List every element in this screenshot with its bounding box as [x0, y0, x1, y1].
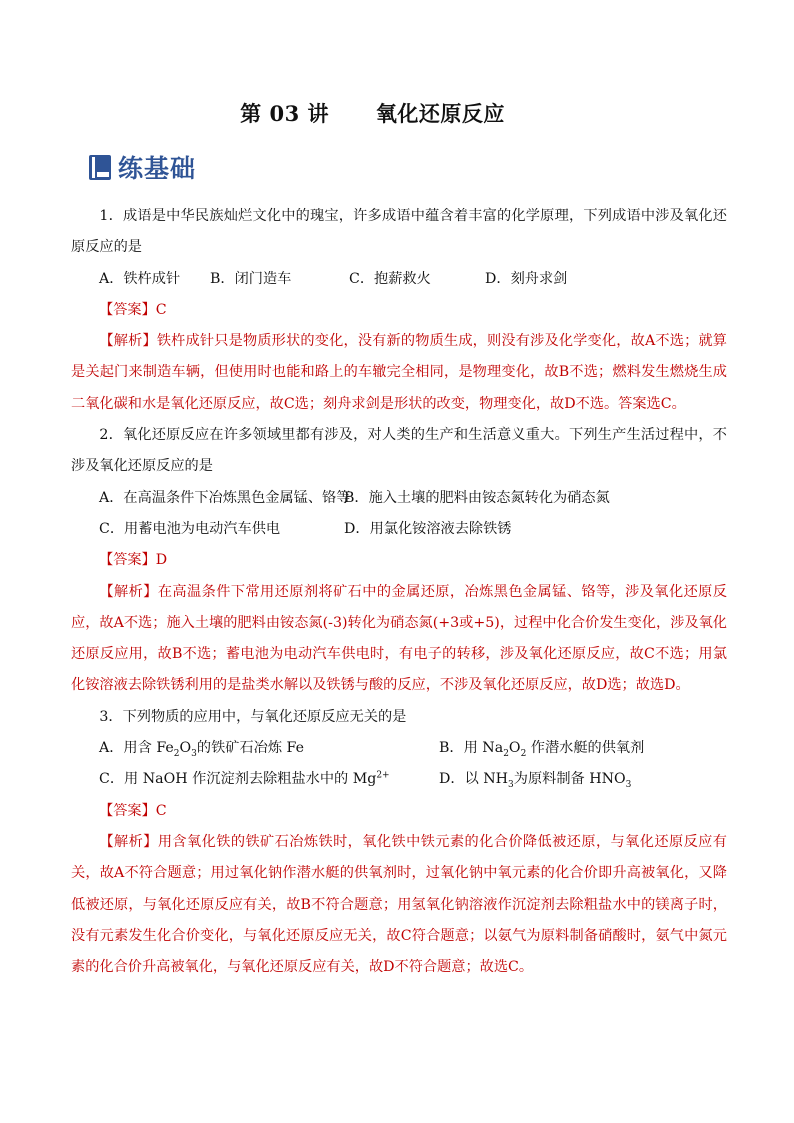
book-icon — [88, 154, 112, 181]
answer-value: D — [155, 552, 168, 569]
option-a: A．用含 $Fe_2O_3$的铁矿石冶炼 Fe — [99, 740, 305, 759]
option-d: D．用氯化铵溶液去除铁锈 — [344, 520, 512, 537]
question-stem: 2．氧化还原反应在许多领域里都有涉及，对人类的生产和生活意义重大。下列生产生活过程中，不涉及氧化还原反应的是 — [71, 427, 727, 475]
analysis-tag: 【解析】 — [99, 583, 158, 600]
question-list — [71, 201, 727, 983]
section-label: 练基础 — [118, 154, 197, 183]
option-row — [71, 264, 727, 295]
answer-line — [99, 295, 727, 326]
option-b: B．闭门造车 — [210, 270, 292, 287]
question-stem: 1．成语是中华民族灿烂文化中的瑰宝，许多成语中蕴含着丰富的化学原理，下列成语中涉及氧化还原反应的是 — [71, 208, 727, 256]
option-b: B．施入土壤的肥料由铵态氮转化为硝态氮 — [344, 489, 610, 506]
option-row — [71, 483, 727, 514]
analysis-text — [71, 577, 727, 702]
option-row — [71, 733, 727, 764]
analysis-text — [71, 326, 727, 420]
analysis-body: 用含氧化铁的铁矿石冶炼铁时，氧化铁中铁元素的化合价降低被还原，与氧化还原反应有关，故A不符合题意；用过氧化钠作潜水艇的供氧剂时，过氧化钠中氧元素的化合价即升高被氧化，又降低被还原，与氧化还原反应有关，故B不符合题意；用氢氧化钠溶液作沉淀剂去除粗盐水中的镁离子时，没有元素发生化合价变化，与氧化还原反应无关，故C符合题意；以氨气为原料制备硝酸时，氨气中氮元素的化合价升高被氧化，与氧化还原反应有关，故D不符合题意；故选C。 — [71, 833, 727, 976]
analysis-tag: 【解析】 — [99, 833, 158, 850]
analysis-tag: 【解析】 — [99, 333, 157, 350]
option-d: D．刻舟求剑 — [485, 270, 568, 287]
option-c: C．用 NaOH 作沉淀剂去除粗盐水中的 $Mg^{2+}$ — [99, 770, 390, 788]
option-a: A．铁杵成针 — [99, 270, 181, 287]
answer-tag: 【答案】 — [99, 802, 156, 819]
analysis-body: 铁杵成针只是物质形状的变化，没有新的物质生成，则没有涉及化学变化，故A不选；就算是关起门来制造车辆，但使用时也能和路上的车辙完全相同，是物理变化，故B不选；燃料发生燃烧生成二氧化碳和水是氧化还原反应，故C选；刻舟求剑是形状的改变，物理变化，故D不选。答案选C。 — [71, 333, 727, 412]
option-row — [71, 764, 727, 795]
answer-line — [99, 796, 727, 827]
option-d: D．以 $NH_3$为原料制备 $HNO_3$ — [439, 771, 632, 791]
question-stem: 3．下列物质的应用中，与氧化还原反应无关的是 — [99, 708, 407, 725]
answer-line — [99, 545, 727, 576]
option-b: B．用 $Na_2O_2$ 作潜水艇的供氧剂 — [439, 740, 645, 759]
analysis-text — [71, 827, 727, 983]
option-c: C．用蓄电池为电动汽车供电 — [99, 520, 281, 537]
option-a: A．在高温条件下冶炼黑色金属锰、铬等 — [99, 489, 351, 506]
answer-tag: 【答案】 — [99, 301, 156, 318]
option-c: C．抱薪救火 — [349, 270, 431, 287]
option-row — [71, 514, 727, 545]
analysis-body: 在高温条件下常用还原剂将矿石中的金属还原，冶炼黑色金属锰、铬等，涉及氧化还原反应，故A不选；施入土壤的肥料由铵态氮(-3)转化为硝态氮(+3或+5)，过程中化合价发生变化，涉及氧化还原反应用，故B不选；蓄电池为电动汽车供电时，有电子的转移，涉及氧化还原反应，故C不选；用氯化铵溶液去除铁锈利用的是盐类水解以及铁锈与酸的反应，不涉及氧化还原反应，故D选；故选D。 — [71, 583, 727, 694]
answer-value: C — [155, 301, 167, 318]
answer-tag: 【答案】 — [99, 552, 156, 569]
answer-value: C — [155, 802, 167, 819]
section-heading — [88, 150, 196, 184]
page-title: 第 03 讲 氧化还原反应 — [240, 101, 505, 126]
